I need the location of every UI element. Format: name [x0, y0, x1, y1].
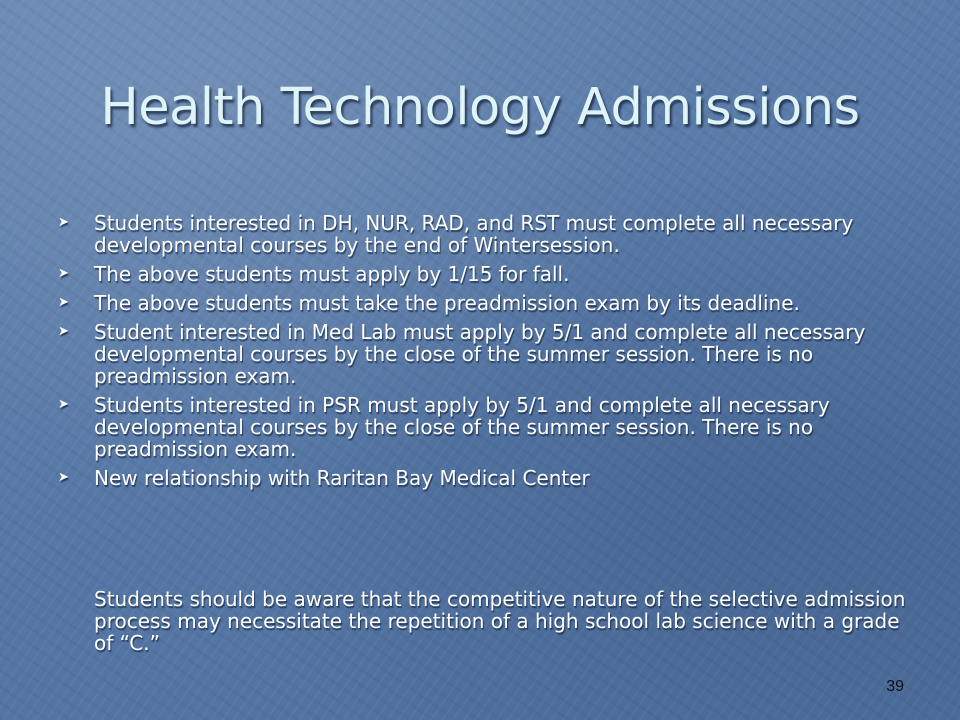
bullet-text: Student interested in Med Lab must apply by 5/1 and complete all necessary developmental courses by the close of the summer session. There is no preadmission exam.	[94, 320, 866, 388]
bullet-item	[58, 292, 898, 314]
bullet-text: The above students must take the preadmission exam by its deadline.	[94, 291, 800, 315]
bullet-item	[58, 321, 898, 387]
bullet-text: New relationship with Raritan Bay Medical Center	[94, 466, 590, 490]
arrow-bullet-icon: ➤	[58, 324, 69, 339]
page-number: 39	[886, 678, 904, 695]
arrow-bullet-icon: ➤	[58, 295, 69, 310]
bullet-list	[58, 212, 898, 496]
bullet-item	[58, 467, 898, 489]
arrow-bullet-icon: ➤	[58, 266, 69, 281]
bullet-item	[58, 212, 898, 256]
bullet-text: Students interested in DH, NUR, RAD, and RST must complete all necessary developmental courses by the end of Wintersession.	[94, 211, 854, 257]
bullet-text: Students interested in PSR must apply by 5/1 and complete all necessary developmental courses by the close of the summer session. There is no preadmission exam.	[94, 393, 830, 461]
arrow-bullet-icon: ➤	[58, 470, 69, 485]
bullet-text: The above students must apply by 1/15 for fall.	[94, 262, 570, 286]
bullet-item	[58, 263, 898, 285]
slide-title: Health Technology Admissions	[100, 78, 860, 137]
arrow-bullet-icon: ➤	[58, 397, 69, 412]
admission-note: Students should be aware that the competitive nature of the selective admission process may necessitate the repetition of a high school lab science with a grade of “C.”	[94, 587, 906, 655]
arrow-bullet-icon: ➤	[58, 215, 69, 230]
bullet-item	[58, 394, 898, 460]
